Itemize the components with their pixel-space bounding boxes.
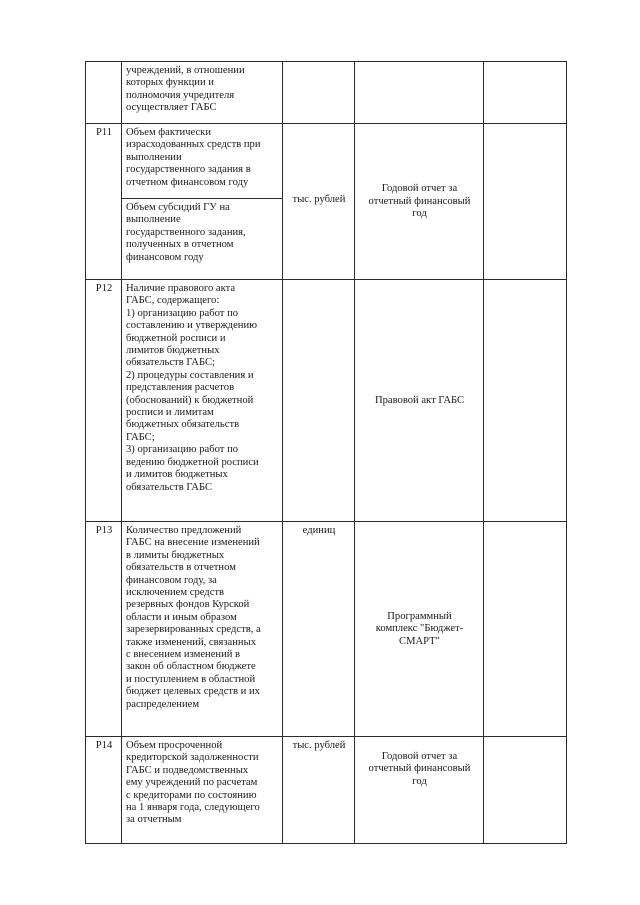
table-row [86,62,567,124]
indicator-cell: Объем фактически израсходованных средств при выполнении государственного задания в отчетном финансовом году [122,124,283,199]
empty-cell [484,62,567,124]
row-code: Р14 [86,737,122,844]
indicator-cell: учреждений, в отношении которых функции и полномочия учредителя осуществляет ГАБС [122,62,283,124]
indicators-table [85,61,567,844]
source-cell: Программный комплекс "Бюджет- СМАРТ" [355,522,484,737]
source-cell [355,62,484,124]
unit-cell: единиц [283,522,355,737]
unit-cell: тыс. рублей [283,124,355,280]
empty-cell [484,522,567,737]
indicator-cell: Наличие правового акта ГАБС, содержащего: 1) организацию работ по составлению и утверждению бюджетной росписи и лимитов бюджетных обязательств ГАБС; 2) процедуры составления и представления расчетов (обоснований) к бюджетной росписи и лимитам бюджетных обязательств ГАБС; 3) организацию работ по ведению бюджетной росписи и лимитов бюджетных обязательств ГАБС [122,280,283,522]
indicator-cell: Объем просроченной кредиторской задолженности ГАБС и подведомственных ему учреждений по расчетам с кредиторами по состоянию на 1 января года, следующего за отчетным [122,737,283,844]
row-code [86,62,122,124]
source-cell: Годовой отчет за отчетный финансовый год [355,124,484,280]
empty-cell [484,280,567,522]
table-row-p11 [86,124,567,199]
source-cell: Годовой отчет за отчетный финансовый год [355,737,484,844]
unit-cell [283,280,355,522]
indicator-cell: Количество предложений ГАБС на внесение изменений в лимиты бюджетных обязательств в отчетном финансовом году, за исключением средств резервных фондов Курской области и иным образом зарезервированных средств, а также изменений, связанных с внесением изменений в закон об областном бюджете и поступлением в областной бюджет целевых средств и их распределением [122,522,283,737]
row-code: Р13 [86,522,122,737]
unit-cell [283,62,355,124]
row-code: Р12 [86,280,122,522]
indicator-cell: Объем субсидий ГУ на выполнение государственного задания, полученных в отчетном финансовом году [122,199,283,280]
row-code: Р11 [86,124,122,280]
table-row-p14 [86,737,567,844]
empty-cell [484,124,567,280]
empty-cell [484,737,567,844]
unit-cell: тыс. рублей [283,737,355,844]
table-row-p12 [86,280,567,522]
table-row-p13 [86,522,567,737]
source-cell: Правовой акт ГАБС [355,280,484,522]
